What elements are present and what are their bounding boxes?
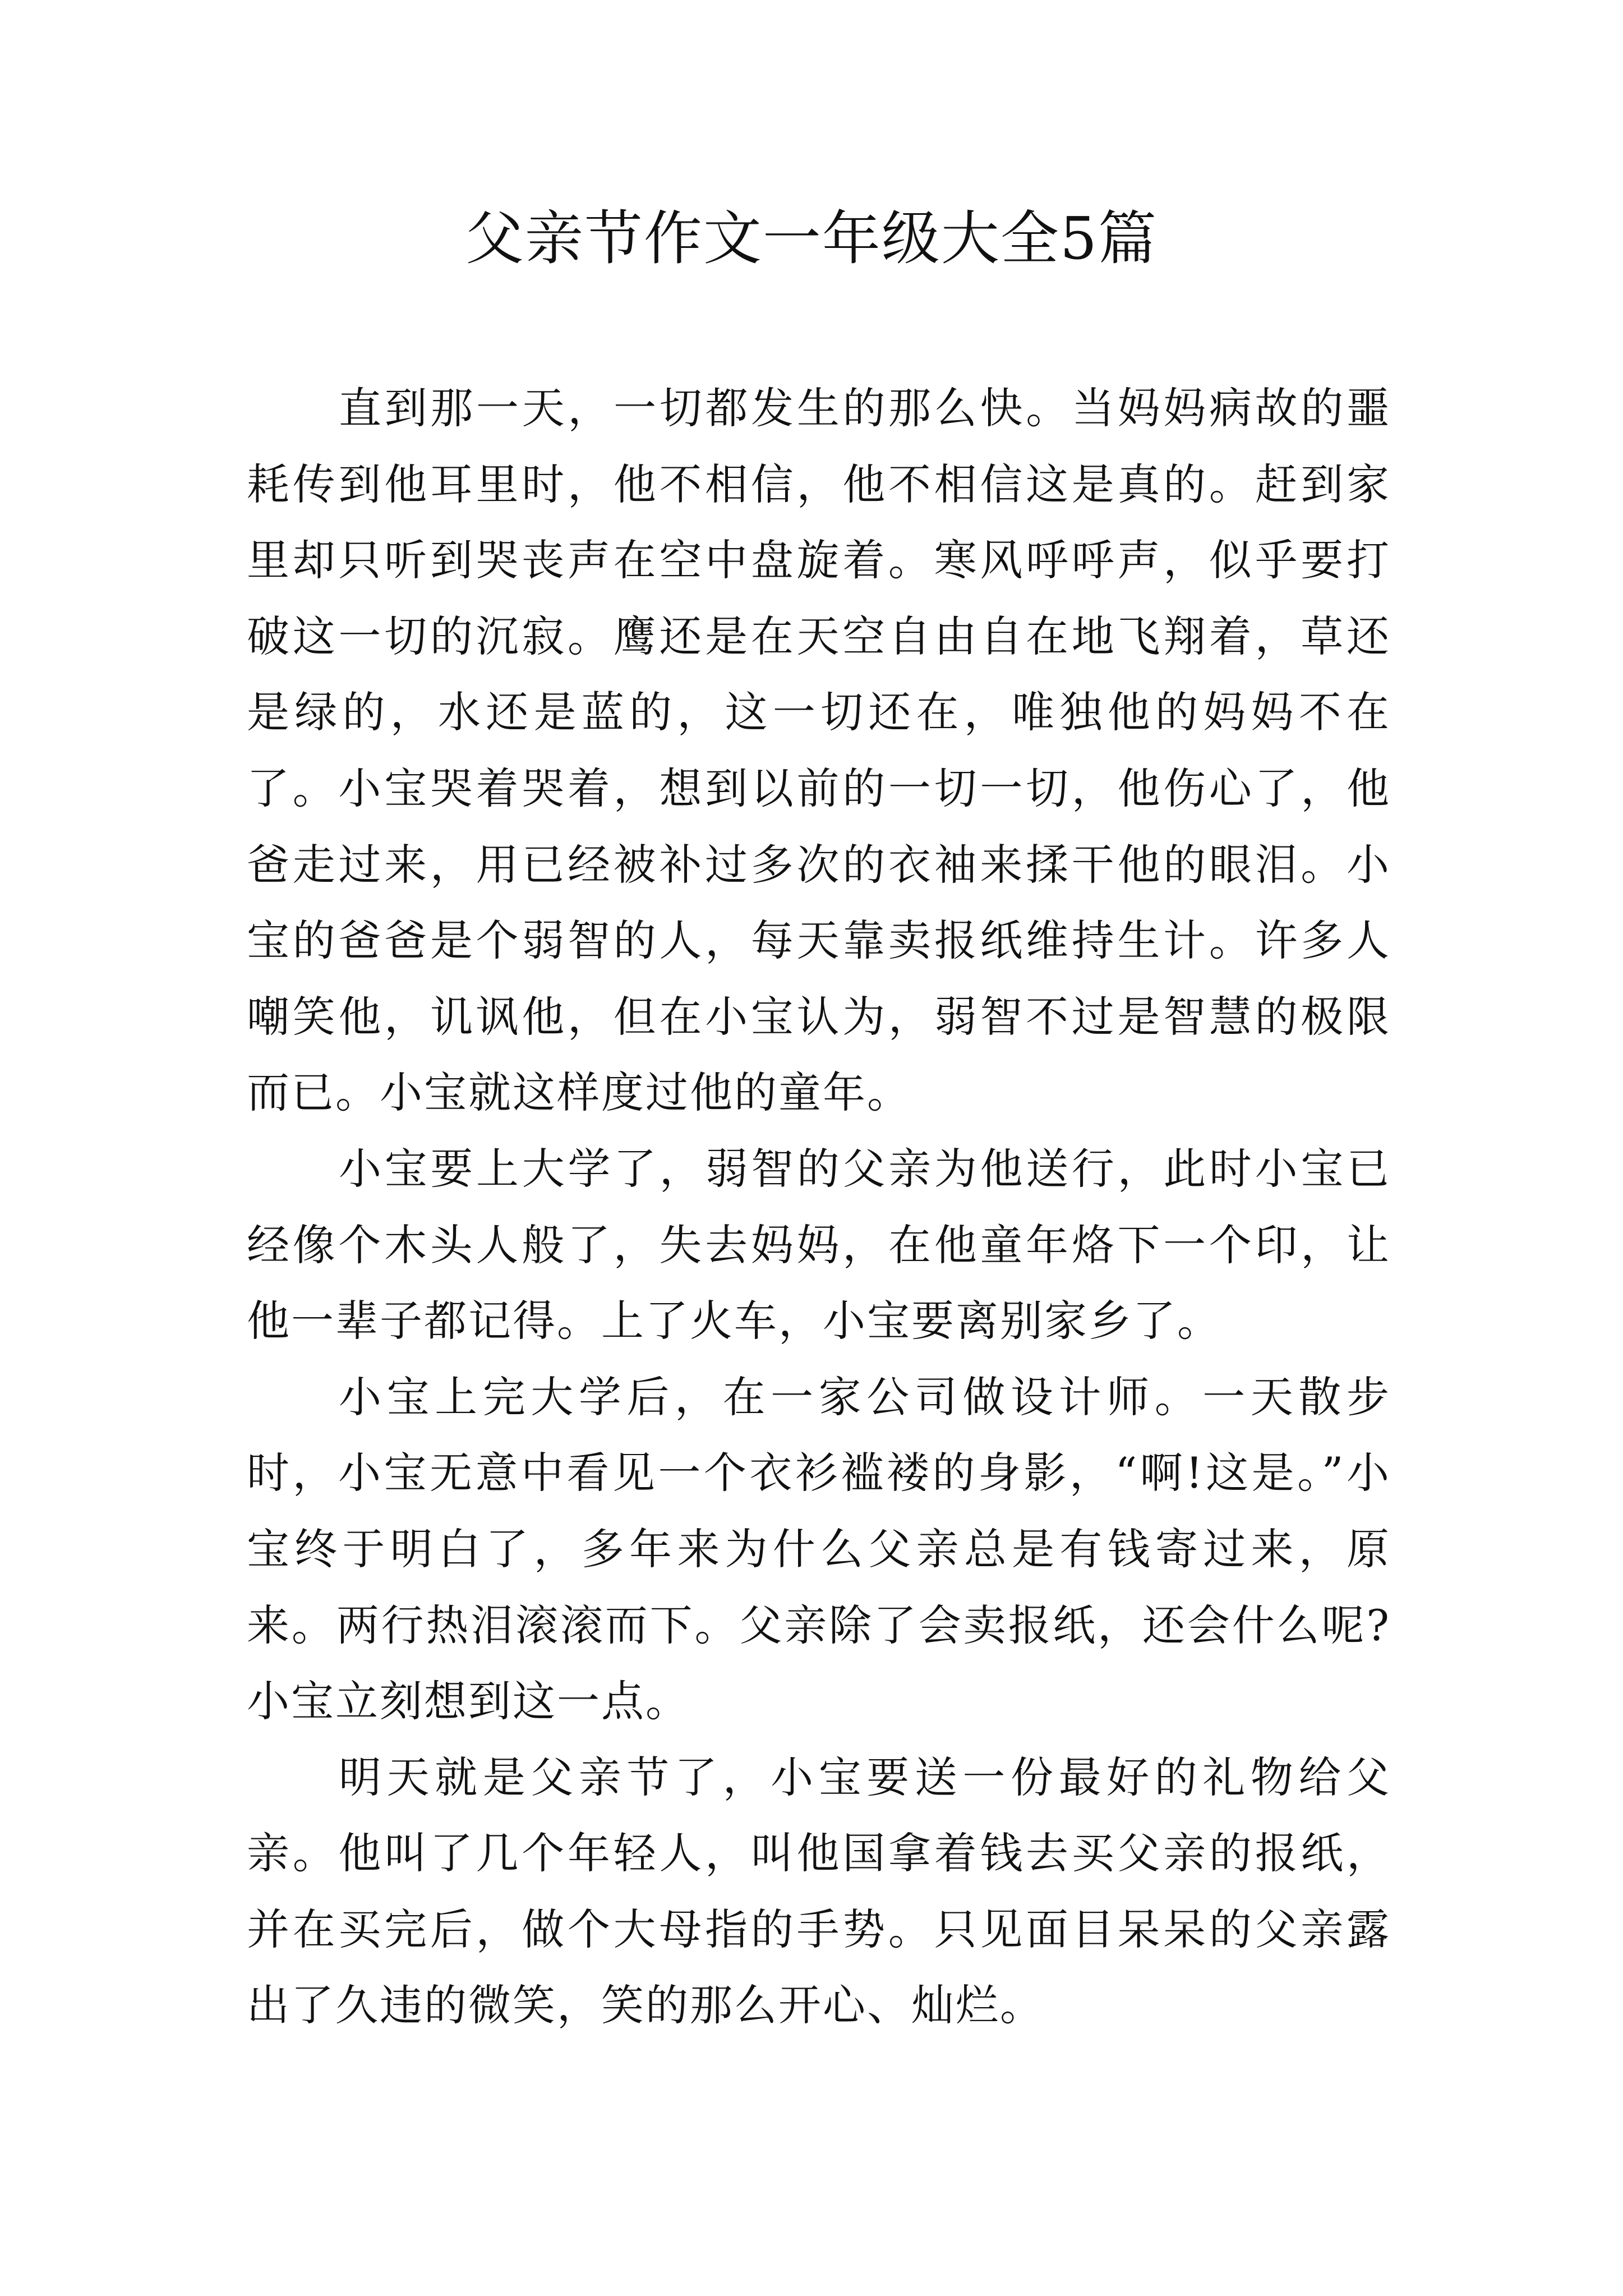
document-title: 父亲节作文一年级大全5篇 — [465, 204, 1158, 273]
paragraph-2: 小宝要上大学了，弱智的父亲为他送行，此时小宝已经像个木头人般了，失去妈妈，在他童年烙下一个印，让他一辈子都记得。上了火车，小宝要离别家乡了。 — [247, 1143, 1391, 1346]
paragraph-1: 直到那一天，一切都发生的那么快。当妈妈病故的噩耗传到他耳里时，他不相信，他不相信这是真的。赶到家里却只听到哭丧声在空中盘旋着。寒风呼呼声，似乎要打破这一切的沉寂。鹰还是在天空自由自在地飞翔着，草还是绿的，水还是蓝的，这一切还在，唯独他的妈妈不在了。小宝哭着哭着，想到以前的一切一切，他伤心了，他爸走过来，用已经被补过多次的衣袖来揉干他的眼泪。小宝的爸爸是个弱智的人，每天靠卖报纸维持生计。许多人嘲笑他，讥讽他，但在小宝认为，弱智不过是智慧的极限而已。小宝就这样度过他的童年。 — [247, 383, 1391, 1118]
paragraph-4: 明天就是父亲节了，小宝要送一份最好的礼物给父亲。他叫了几个年轻人，叫他国拿着钱去买父亲的报纸，并在买完后，做个大母指的手势。只见面目呆呆的父亲露出了久违的微笑，笑的那么开心、灿烂。 — [247, 1752, 1391, 2031]
document-body — [247, 370, 1391, 2044]
paragraph-3: 小宝上完大学后，在一家公司做设计师。一天散步时，小宝无意中看见一个衣衫褴褛的身影，“啊!这是。”小宝终于明白了，多年来为什么父亲总是有钱寄过来，原来。两行热泪滚滚而下。父亲除了会卖报纸，还会什么呢?小宝立刻想到这一点。 — [247, 1372, 1391, 1727]
